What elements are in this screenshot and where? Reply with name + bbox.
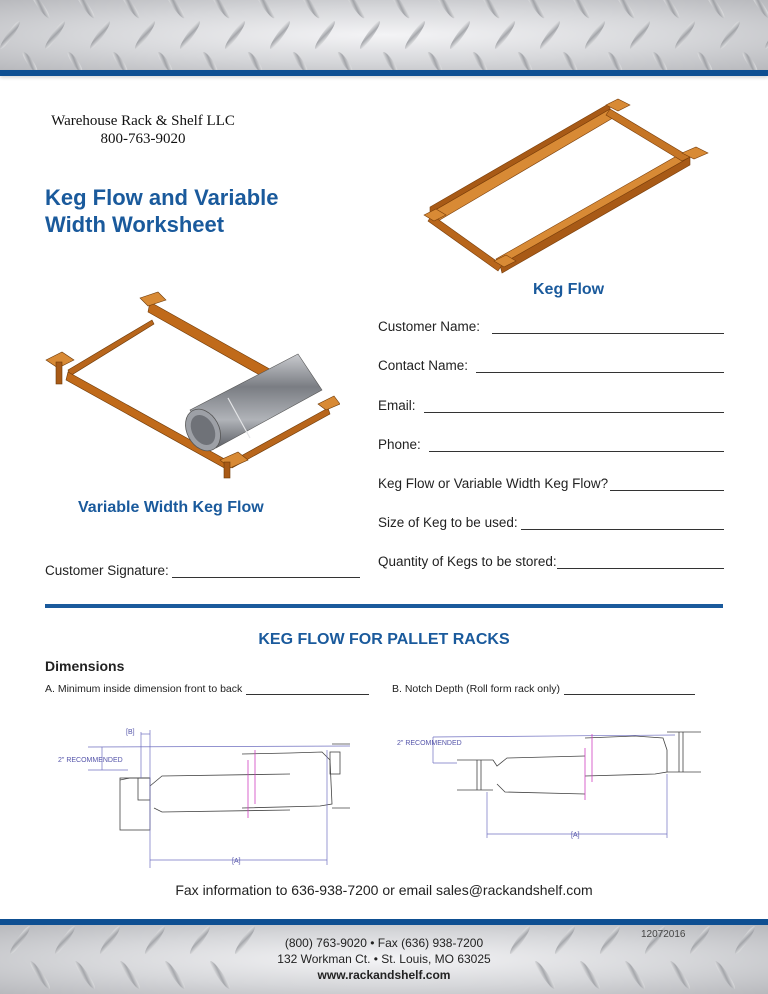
structural-rack-diagram — [395, 720, 705, 845]
dimension-a-input[interactable] — [246, 684, 369, 695]
dimension-b-field[interactable] — [392, 683, 695, 695]
keg-flow-type-label: Keg Flow or Variable Width Keg Flow? — [378, 476, 609, 491]
customer-name-label: Customer Name: — [378, 319, 481, 334]
footer-contact — [0, 935, 768, 983]
page-title — [45, 184, 279, 238]
dimension-a-label: A. Minimum inside dimension front to back — [45, 683, 243, 695]
document-number: 12072016 — [641, 929, 686, 940]
customer-name-field[interactable] — [378, 319, 724, 334]
phone-input[interactable] — [429, 437, 724, 452]
phone-field[interactable] — [378, 437, 724, 452]
keg-size-field[interactable] — [378, 515, 724, 530]
diagram-left-label-b: [B] — [126, 729, 135, 736]
page-title-line2: Width Worksheet — [45, 212, 225, 237]
email-input[interactable] — [424, 398, 724, 413]
keg-flow-type-field[interactable] — [378, 476, 724, 491]
keg-flow-type-input[interactable] — [610, 476, 724, 491]
keg-quantity-field[interactable] — [378, 554, 724, 569]
contact-name-input[interactable] — [476, 358, 724, 373]
dimension-a-field[interactable] — [45, 683, 369, 695]
dimension-b-label: B. Notch Depth (Roll form rack only) — [392, 683, 561, 695]
keg-flow-rack-image — [420, 95, 710, 275]
keg-size-input[interactable] — [521, 515, 724, 530]
dimensions-heading: Dimensions — [45, 658, 125, 674]
keg-quantity-input[interactable] — [557, 554, 724, 569]
roll-form-rack-diagram — [50, 720, 360, 870]
customer-name-input[interactable] — [492, 319, 724, 334]
customer-signature-field[interactable] — [45, 563, 360, 578]
company-block — [48, 112, 238, 148]
contact-name-field[interactable] — [378, 358, 724, 373]
email-field[interactable] — [378, 398, 724, 413]
header-blue-rule — [0, 70, 768, 76]
keg-flow-caption: Keg Flow — [533, 281, 605, 298]
variable-width-caption: Variable Width Keg Flow — [78, 499, 264, 516]
diagram-right-label-a: [A] — [571, 832, 580, 839]
keg-size-label: Size of Keg to be used: — [378, 515, 518, 530]
dimension-b-input[interactable] — [564, 684, 695, 695]
email-label: Email: — [378, 398, 416, 413]
customer-signature-label: Customer Signature: — [45, 563, 169, 578]
customer-signature-input[interactable] — [172, 563, 360, 578]
section-divider — [45, 604, 723, 608]
footer-address: 132 Workman Ct. • St. Louis, MO 63025 — [277, 952, 491, 966]
company-phone: 800-763-9020 — [100, 131, 186, 147]
company-name: Warehouse Rack & Shelf LLC — [51, 113, 235, 129]
footer-website-link[interactable]: www.rackandshelf.com — [317, 968, 451, 982]
header-diamond-plate — [0, 0, 768, 70]
diagram-left-label-recommended: 2" RECOMMENDED — [58, 757, 123, 764]
page-title-line1: Keg Flow and Variable — [45, 185, 279, 210]
footer-phone-fax: (800) 763-9020 • Fax (636) 938-7200 — [284, 936, 484, 950]
submission-instructions: Fax information to 636-938-7200 or email sales@rackandshelf.com — [175, 882, 593, 898]
section-title: KEG FLOW FOR PALLET RACKS — [258, 631, 510, 648]
keg-quantity-label: Quantity of Kegs to be stored: — [378, 554, 557, 569]
variable-width-keg-flow-image — [40, 290, 340, 480]
diagram-left-label-a: [A] — [232, 858, 241, 865]
diagram-right-label-recommended: 2" RECOMMENDED — [397, 740, 462, 747]
phone-label: Phone: — [378, 437, 421, 452]
contact-name-label: Contact Name: — [378, 358, 469, 373]
diamond-plate-pattern-icon — [0, 0, 768, 70]
